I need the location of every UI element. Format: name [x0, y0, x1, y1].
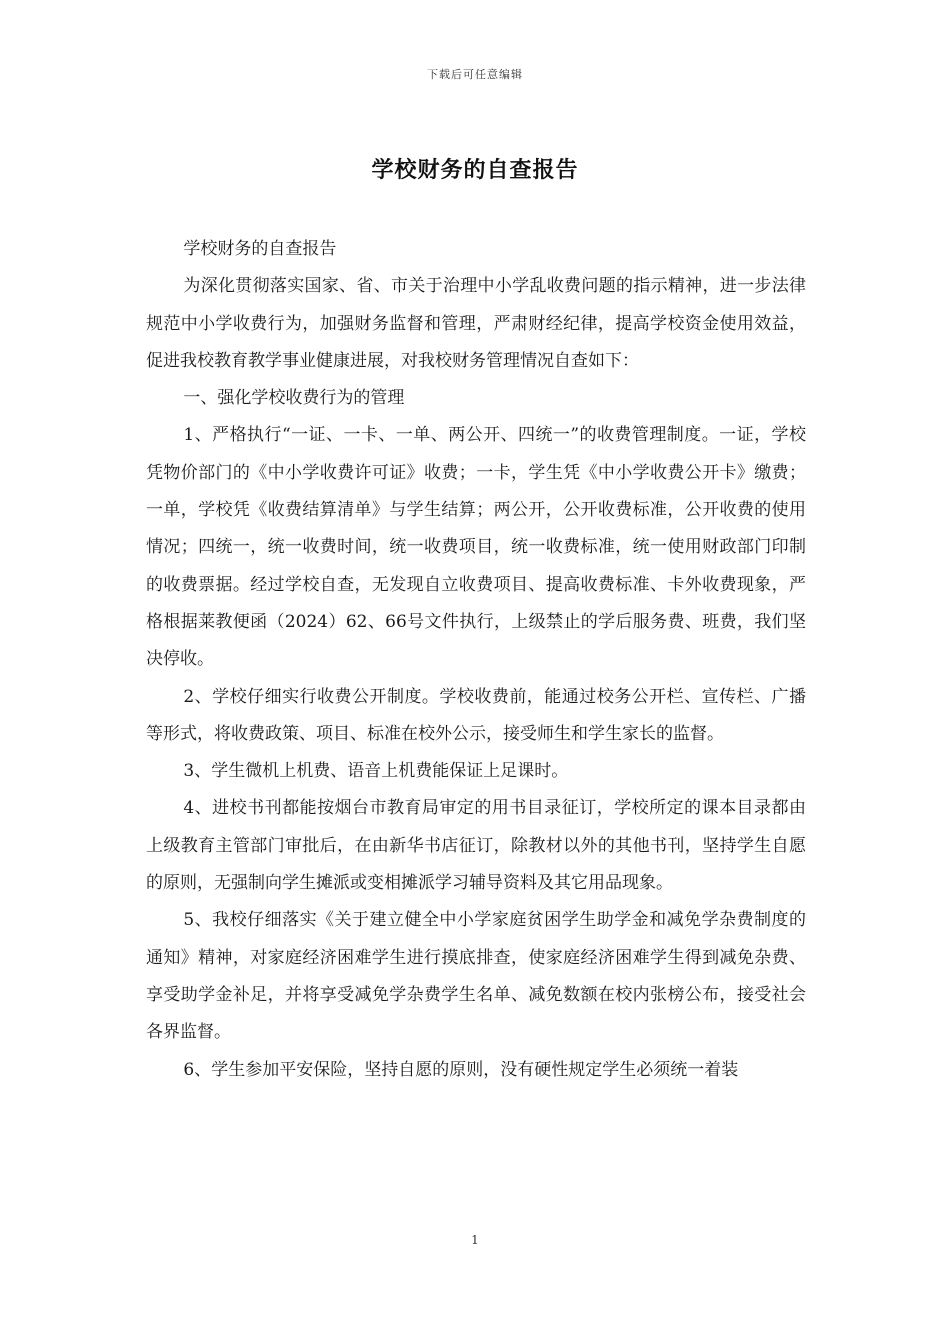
- page-number: 1: [471, 1233, 479, 1247]
- document-body: [146, 231, 806, 1089]
- document-title: 学校财务的自查报告: [371, 157, 579, 183]
- paragraph-intro: 为深化贯彻落实国家、省、市关于治理中小学乱收费问题的指示精神，进一步法律规范中小学收费行为，加强财务监督和管理，严肃财经纪律，提高学校资金使用效益，促进我校教育教学事业健康进展，对我校财务管理情况自查如下：: [146, 276, 806, 371]
- paragraph-item-1: 1、严格执行“一证、一卡、一单、两公开、四统一”的收费管理制度。一证，学校凭物价部门的《中小学收费许可证》收费；一卡，学生凭《中小学收费公开卡》缴费；一单，学校凭《收费结算清单》与学生结算；两公开，公开收费标准，公开收费的使用情况；四统一，统一收费时间，统一收费项目，统一收费标准，统一使用财政部门印制的收费票据。经过学校自查，无发现自立收费项目、提高收费标准、卡外收费现象，严格根据莱教便函（2024）62、66号文件执行，上级禁止的学后服务费、班费，我们坚决停收。: [146, 425, 806, 670]
- paragraph-item-5: 5、我校仔细落实《关于建立健全中小学家庭贫困学生助学金和减免学杂费制度的通知》精神，对家庭经济困难学生进行摸底排查，使家庭经济困难学生得到减免杂费、享受助学金补足，并将享受减免学杂费学生名单、减免数额在校内张榜公布，接受社会各界监督。: [146, 910, 806, 1043]
- paragraph-item-2: 2、学校仔细实行收费公开制度。学校收费前，能通过校务公开栏、宣传栏、广播等形式，将收费政策、项目、标准在校外公示，接受师生和学生家长的监督。: [146, 686, 806, 744]
- section-heading-1: 一、强化学校收费行为的管理: [183, 388, 405, 409]
- paragraph-item-6: 6、学生参加平安保险，坚持自愿的原则，没有硬性规定学生必须统一着装: [183, 1059, 739, 1080]
- paragraph-subtitle: 学校财务的自查报告: [183, 239, 337, 259]
- paragraph-item-4: 4、进校书刊都能按烟台市教育局审定的用书目录征订，学校所定的课本目录都由上级教育主管部门审批后，在由新华书店征订，除教材以外的其他书刊，坚持学生自愿的原则，无强制向学生摊派或变相摊派学习辅导资料及其它用品现象。: [146, 798, 806, 894]
- paragraph-item-3: 3、学生微机上机费、语音上机费能保证上足课时。: [183, 761, 569, 782]
- page-header-note: 下载后可任意编辑: [427, 68, 523, 81]
